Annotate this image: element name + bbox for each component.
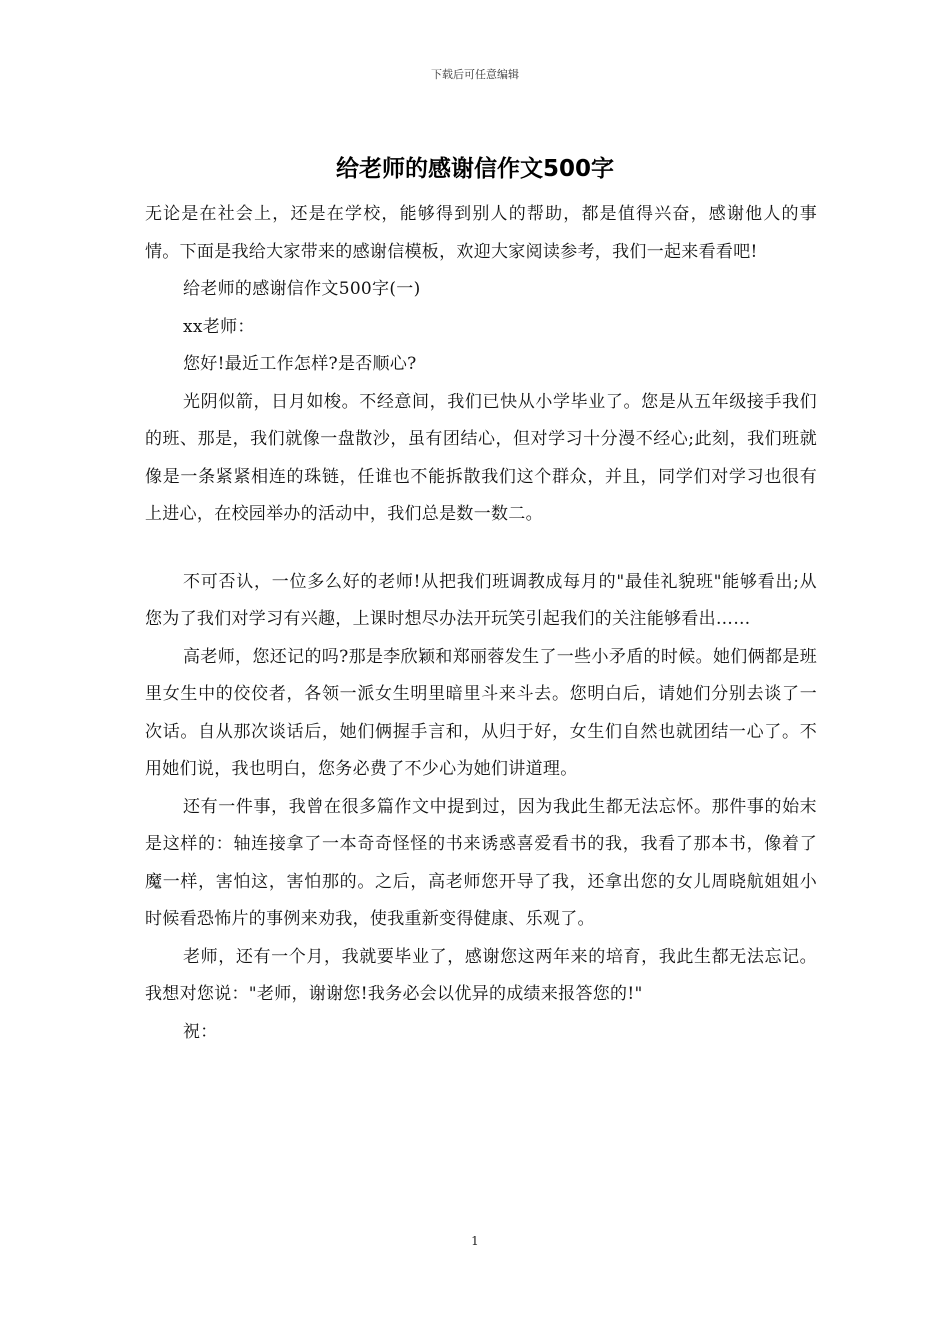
body-paragraph: 老师，还有一个月，我就要毕业了，感谢您这两年来的培育，我此生都无法忘记。我想对您说："老师，谢谢您!我务必会以优异的成绩来报答您的!" [145, 946, 817, 1004]
body-paragraph: 高老师，您还记的吗?那是李欣颖和郑丽蓉发生了一些小矛盾的时候。她们俩都是班里女生中的佼佼者，各领一派女生明里暗里斗来斗去。您明白后，请她们分别去谈了一次话。自从那次谈话后，她们俩握手言和，从归于好，女生们自然也就团结一心了。不用她们说，我也明白，您务必费了不少心为她们讲道理。 [145, 646, 817, 779]
letter-heading: 给老师的感谢信作文500字(一) [183, 279, 421, 299]
header-note: 下载后可任意编辑 [431, 68, 519, 81]
letter-greeting: 您好!最近工作怎样?是否顺心? [183, 354, 417, 374]
body-paragraph: 还有一件事，我曾在很多篇作文中提到过，因为我此生都无法忘怀。那件事的始末是这样的：轴连接拿了一本奇奇怪怪的书来诱惑喜爱看书的我，我看了那本书，像着了魔一样，害怕这，害怕那的。之后，高老师您开导了我，还拿出您的女儿周晓航姐姐小时候看恐怖片的事例来劝我，使我重新变得健康、乐观了。 [145, 796, 817, 929]
body-paragraph: 光阴似箭，日月如梭。不经意间，我们已快从小学毕业了。您是从五年级接手我们的班、那是，我们就像一盘散沙，虽有团结心，但对学习十分漫不经心;此刻，我们班就像是一条紧紧相连的珠链，任谁也不能拆散我们这个群众，并且，同学们对学习也很有上进心，在校园举办的活动中，我们总是数一数二。 [145, 391, 817, 524]
intro-paragraph: 无论是在社会上，还是在学校，能够得到别人的帮助，都是值得兴奋，感谢他人的事情。下面是我给大家带来的感谢信模板，欢迎大家阅读参考，我们一起来看看吧! [145, 204, 817, 262]
body-paragraph: 不可否认，一位多么好的老师!从把我们班调教成每月的"最佳礼貌班"能够看出;从您为了我们对学习有兴趣，上课时想尽办法开玩笑引起我们的关注能够看出…… [145, 571, 817, 629]
letter-salutation: xx老师： [183, 316, 255, 337]
document-body [145, 196, 817, 1051]
letter-closing: 祝： [183, 1021, 218, 1042]
page-number: 1 [471, 1234, 479, 1248]
document-title: 给老师的感谢信作文500字 [335, 156, 614, 182]
